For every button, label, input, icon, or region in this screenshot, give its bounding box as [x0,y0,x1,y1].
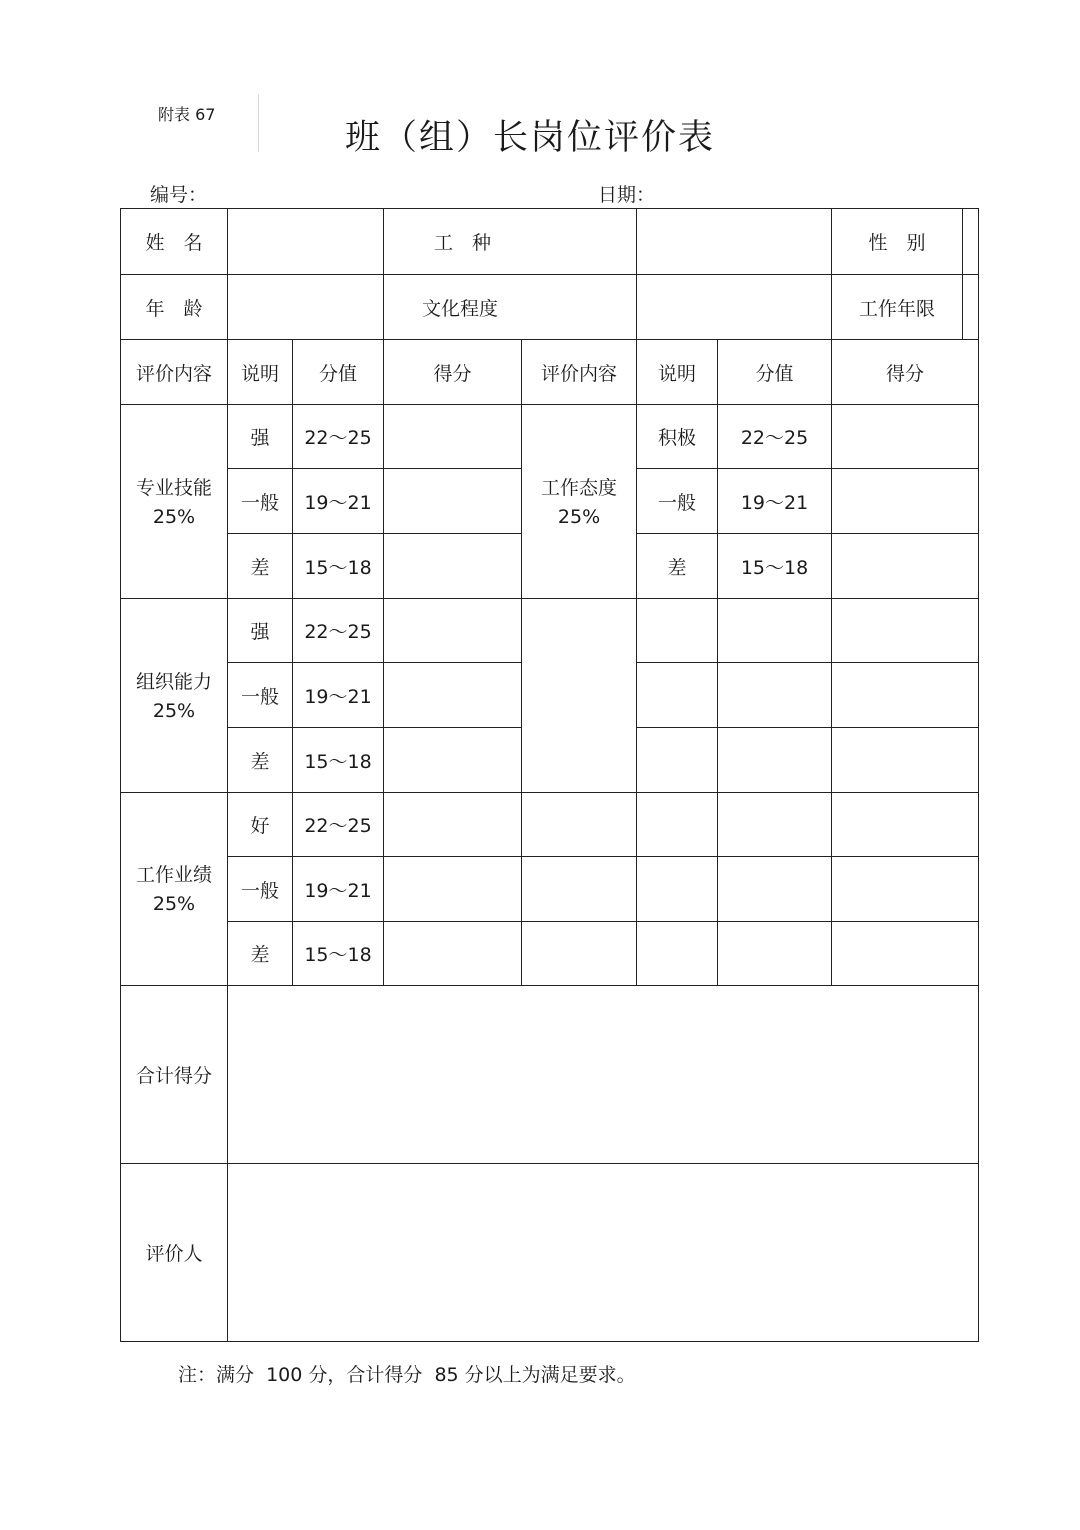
header-score-left: 得分 [384,340,522,405]
total-score-label: 合计得分 [121,986,228,1164]
category-weight: 25% [152,699,196,722]
score-cell[interactable] [384,663,522,728]
score-cell[interactable] [384,793,522,857]
serial-number-label: 编号： [150,184,208,206]
range-cell: 22～25 [293,793,384,857]
years-label-and-field[interactable] [832,275,979,340]
range-cell: 15～18 [718,534,832,599]
range-cell: 22～25 [293,405,384,469]
score-cell[interactable] [384,534,522,599]
desc-cell: 强 [228,599,293,663]
empty-cell[interactable] [832,728,979,793]
category-organizational-ability [121,599,228,793]
desc-cell: 一般 [228,663,293,728]
header-desc-left: 说明 [228,340,293,405]
empty-cell[interactable] [637,728,718,793]
table-row [121,857,979,922]
desc-cell: 差 [637,534,718,599]
empty-cell[interactable] [718,922,832,986]
range-cell: 15～18 [293,534,384,599]
desc-cell: 一般 [637,469,718,534]
score-cell[interactable] [832,469,979,534]
empty-cell[interactable] [522,922,637,986]
score-cell[interactable] [384,405,522,469]
desc-cell: 差 [228,534,293,599]
header-desc-right: 说明 [637,340,718,405]
score-cell[interactable] [384,857,522,922]
category-weight: 25% [152,893,196,915]
empty-cell[interactable] [637,857,718,922]
years-field[interactable] [963,275,978,339]
desc-cell: 差 [228,922,293,986]
header-range-right: 分值 [718,340,832,405]
header-content-right: 评价内容 [522,340,637,405]
column-header-row [121,340,979,405]
gender-label-and-field[interactable] [832,209,979,275]
category-work-performance [121,793,228,986]
evaluator-label: 评价人 [121,1164,228,1342]
range-cell: 22～25 [293,599,384,663]
range-cell: 19～21 [293,663,384,728]
empty-cell[interactable] [637,793,718,857]
range-cell: 19～21 [718,469,832,534]
score-cell[interactable] [384,728,522,793]
empty-cell[interactable] [637,663,718,728]
name-label: 姓 名 [121,209,228,275]
desc-cell: 好 [228,793,293,857]
total-score-field[interactable] [228,986,979,1164]
form-title: 班（组）长岗位评价表 [344,118,715,158]
score-cell[interactable] [384,469,522,534]
evaluator-field[interactable] [228,1164,979,1342]
empty-cell[interactable] [637,599,718,663]
header-content-left: 评价内容 [121,340,228,405]
category-name: 组织能力 [135,670,212,693]
empty-cell[interactable] [718,857,832,922]
name-field[interactable] [228,209,384,275]
trade-field[interactable] [637,209,832,275]
empty-cell[interactable] [832,857,979,922]
range-cell: 15～18 [293,728,384,793]
education-field[interactable] [637,275,832,340]
years-label: 工作年限 [832,275,963,339]
empty-cell[interactable] [832,793,979,857]
category-name: 工作业绩 [135,864,212,886]
table-row [121,599,979,663]
category-weight: 25% [557,505,601,528]
evaluator-row [121,1164,979,1342]
empty-cell[interactable] [637,922,718,986]
score-cell[interactable] [832,534,979,599]
empty-cell[interactable] [718,728,832,793]
header-score-right: 得分 [832,340,979,405]
score-cell[interactable] [384,922,522,986]
range-cell: 15～18 [293,922,384,986]
desc-cell: 积极 [637,405,718,469]
category-professional-skill [121,405,228,599]
category-weight: 25% [152,505,196,528]
range-cell: 22～25 [718,405,832,469]
score-cell[interactable] [832,405,979,469]
table-row [121,405,979,469]
empty-content-cell[interactable] [522,599,637,793]
education-label: 文化程度 [384,275,637,340]
range-cell: 19～21 [293,469,384,534]
empty-cell[interactable] [718,793,832,857]
gender-field[interactable] [963,209,978,274]
header-range-left: 分值 [293,340,384,405]
empty-cell[interactable] [522,793,637,857]
empty-cell[interactable] [718,599,832,663]
empty-cell[interactable] [832,599,979,663]
trade-label: 工 种 [384,209,637,275]
category-work-attitude [522,405,637,599]
footnote: 注：满分 100 分，合计得分 85 分以上为满足要求。 [178,1364,636,1386]
table-row [121,922,979,986]
gender-label: 性 别 [832,209,963,274]
desc-cell: 一般 [228,469,293,534]
info-row-1 [121,209,979,275]
date-label: 日期： [598,184,656,206]
desc-cell: 强 [228,405,293,469]
desc-cell: 一般 [228,857,293,922]
score-cell[interactable] [384,599,522,663]
age-label: 年 龄 [121,275,228,340]
info-row-2 [121,275,979,340]
total-row [121,986,979,1164]
age-field[interactable] [228,275,384,340]
category-name: 工作态度 [541,476,618,499]
empty-cell[interactable] [718,663,832,728]
annex-number: 附表 67 [158,105,216,124]
empty-cell[interactable] [522,857,637,922]
empty-cell[interactable] [832,663,979,728]
desc-cell: 差 [228,728,293,793]
category-name: 专业技能 [135,476,212,499]
empty-cell[interactable] [832,922,979,986]
range-cell: 19～21 [293,857,384,922]
evaluation-table [120,208,979,1342]
table-row [121,793,979,857]
